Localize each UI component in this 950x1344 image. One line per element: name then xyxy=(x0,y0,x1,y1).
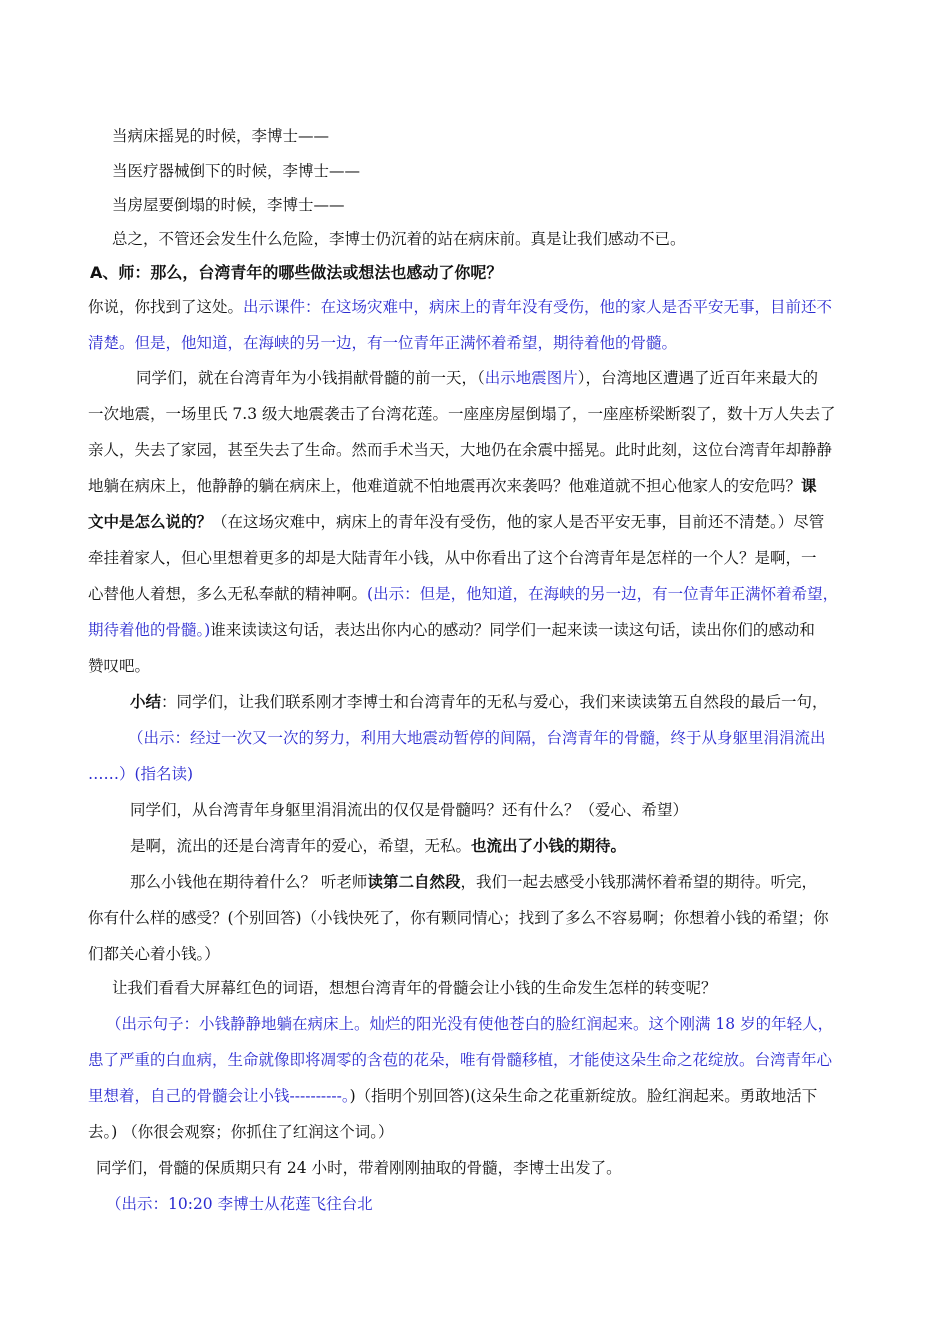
line-text: （在这场灾难中，病床上的青年没有受伤，他的家人是否平安无事，目前还不清楚。）尽管 xyxy=(212,513,825,531)
line-text: 同学们，骨髓的保质期只有 24 小时，带着刚刚抽取的骨髓，李博士出发了。 xyxy=(96,1159,622,1177)
line-text: 当房屋要倒塌的时候，李博士—— xyxy=(112,196,345,214)
paragraph-line xyxy=(88,440,832,460)
paragraph-line xyxy=(88,1086,817,1106)
bold-text: 读第二自然段 xyxy=(367,872,461,891)
line-text: ：同学们，让我们联系刚才李博士和台湾青年的无私与爱心，我们来读读第五自然段的最后一句， xyxy=(161,693,828,711)
line-text: 谁来读读这句话，表达出你内心的感动？同学们一起来读一读这句话，读出你们的感动和 xyxy=(210,621,815,639)
heading-text: A、师：那么，台湾青年的哪些做法或想法也感动了你呢？ xyxy=(90,263,503,282)
bold-text: 文中是怎么说的？ xyxy=(88,512,213,531)
paragraph-line xyxy=(130,836,626,856)
line-text: 心替他人着想，多么无私奉献的精神啊。 xyxy=(88,585,368,603)
line-text: 一次地震，一场里氏 7.3 级大地震袭击了台湾花莲。一座座房屋倒塌了，一座座桥梁断裂了，数十万人失去了 xyxy=(88,405,836,423)
line-text: 同学们，就在台湾青年为小钱捐献骨髓的前一天，（ xyxy=(136,369,485,387)
line-text: 总之，不管还会发生什么危险，李博士仍沉着的站在病床前。真是让我们感动不已。 xyxy=(112,230,686,248)
line-text: 当医疗器械倒下的时候，李博士—— xyxy=(112,162,361,180)
line-text: 让我们看看大屏幕红色的词语，想想台湾青年的骨髓会让小钱的生命发生怎样的转变呢？ xyxy=(112,979,717,997)
paragraph-line xyxy=(88,512,824,532)
line-text: 地躺在病床上，他静静的躺在病床上，他难道就不怕地震再次来袭吗？他难道就不担心他家人的安危吗？ xyxy=(88,477,802,495)
paragraph-line xyxy=(106,1014,833,1034)
line-text: 牵挂着家人，但心里想着更多的却是大陆青年小钱，从中你看出了这个台湾青年是怎样的一个人？是啊，一 xyxy=(88,549,817,567)
line-text: 同学们，从台湾青年身躯里涓涓流出的仅仅是骨髓吗？还有什么？（爱心、希望） xyxy=(130,801,689,819)
paragraph-line xyxy=(88,944,220,964)
paragraph-line xyxy=(88,764,193,784)
paragraph-line xyxy=(112,195,345,215)
paragraph-line xyxy=(88,908,829,928)
line-text: 们都关心着小钱。） xyxy=(88,945,220,963)
line-text: 你说，你找到了这处。 xyxy=(88,298,244,316)
paragraph-line xyxy=(112,978,717,998)
bold-text: 也流出了小钱的期待。 xyxy=(471,836,627,855)
paragraph-line xyxy=(88,620,815,640)
show-earthquake-note: 出示地震图片 xyxy=(484,369,578,387)
paragraph-line xyxy=(112,229,686,249)
line-text: 赞叹吧。 xyxy=(88,657,151,675)
paragraph-line xyxy=(112,161,360,181)
paragraph-line xyxy=(88,476,817,496)
paragraph-line xyxy=(128,728,826,748)
courseware-quote: （出示句子：小钱静静地躺在病床上。灿烂的阳光没有使他苍白的脸红润起来。这个刚满 18 岁的年轻人， xyxy=(106,1015,834,1033)
paragraph-line xyxy=(88,1050,832,1070)
line-text: ，我们一起去感受小钱那满怀着希望的期待。听完， xyxy=(460,873,817,891)
line-text: )（指明个别回答)(这朵生命之花重新绽放。脸红润起来。勇敢地活下 xyxy=(349,1087,818,1105)
paragraph-line xyxy=(88,584,838,604)
section-heading xyxy=(90,263,502,283)
line-text: 去。) （你很会观察；你抓住了红润这个词。） xyxy=(88,1123,394,1141)
paragraph-line xyxy=(130,872,817,892)
paragraph-line xyxy=(88,656,150,676)
courseware-quote: （出示：经过一次又一次的努力，利用大地震动暂停的间隔，台湾青年的骨髓，终于从身躯里涓涓流出 xyxy=(128,729,826,747)
paragraph-line xyxy=(88,548,817,568)
line-text: 当病床摇晃的时候，李博士—— xyxy=(112,127,330,145)
summary-label: 小结 xyxy=(130,692,162,711)
line-text: 是啊，流出的还是台湾青年的爱心，希望，无私。 xyxy=(130,837,472,855)
paragraph-line xyxy=(96,1158,622,1178)
paragraph-line xyxy=(130,692,828,712)
line-text: 那么小钱他在期待着什么？ 听老师 xyxy=(130,873,368,891)
paragraph-line xyxy=(88,404,836,424)
paragraph-line xyxy=(106,1194,373,1214)
paragraph-line xyxy=(136,368,818,388)
courseware-quote: 里想着，自己的骨髓会让小钱----------。 xyxy=(88,1087,350,1105)
paragraph-line xyxy=(88,1122,393,1142)
line-text: ），台湾地区遭遇了近百年来最大的 xyxy=(577,369,819,387)
courseware-quote: 患了严重的白血病，生命就像即将凋零的含苞的花朵，唯有骨髓移植，才能使这朵生命之花绽放。台湾青年心 xyxy=(88,1051,833,1069)
courseware-quote: 出示课件：在这场灾难中，病床上的青年没有受伤，他的家人是否平安无事，目前还不 xyxy=(243,298,833,316)
paragraph-line xyxy=(112,126,329,146)
courseware-quote: 期待着他的骨髓。) xyxy=(88,621,211,639)
line-text: 亲人，失去了家园，甚至失去了生命。然而手术当天，大地仍在余震中摇晃。此时此刻，这位台湾青年却静静 xyxy=(88,441,833,459)
paragraph-line xyxy=(88,333,677,353)
courseware-quote: ……）(指名读) xyxy=(88,765,194,783)
paragraph-line xyxy=(130,800,688,820)
line-text: 你有什么样的感受？(个别回答)（小钱快死了，你有颗同情心；找到了多么不容易啊；你想着小钱的希望；你 xyxy=(88,909,829,927)
courseware-quote: (出示：但是，他知道，在海峡的另一边，有一位青年正满怀着希望， xyxy=(367,585,839,603)
courseware-quote: （出示：10:20 李博士从花莲飞往台北 xyxy=(106,1195,373,1213)
bold-text: 课 xyxy=(801,476,817,495)
courseware-quote: 清楚。但是，他知道，在海峡的另一边，有一位青年正满怀着希望，期待着他的骨髓。 xyxy=(88,334,678,352)
paragraph-line xyxy=(88,297,832,317)
